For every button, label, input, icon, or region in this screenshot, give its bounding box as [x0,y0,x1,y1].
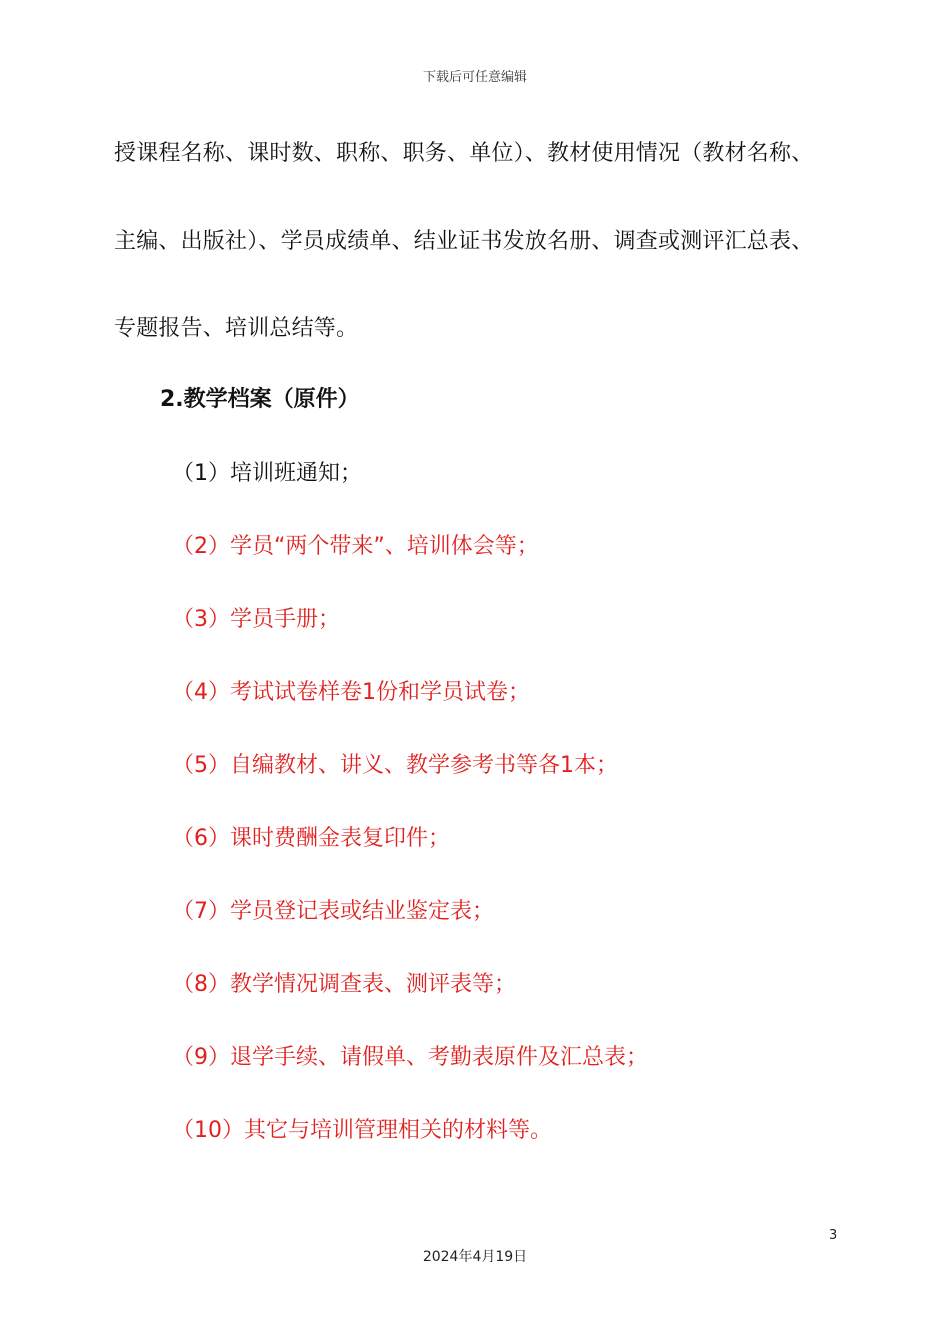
list-item-9: （9）退学手续、请假单、考勤表原件及汇总表； [172,1045,648,1070]
list-item-4: （4）考试试卷样卷1份和学员试卷； [172,680,530,705]
list-item-1: （1）培训班通知； [172,461,362,486]
list-item-10: （10）其它与培训管理相关的材料等。 [172,1118,552,1143]
list-item-2: （2）学员“两个带来”、培训体会等； [172,534,539,559]
list-item-7: （7）学员登记表或结业鉴定表； [172,899,494,924]
paragraph-line-1: 授课程名称、课时数、职称、职务、单位）、教材使用情况（教材名称、 [114,141,814,166]
paragraph-line-3: 专题报告、培训总结等。 [114,316,359,341]
page-number: 3 [829,1228,838,1243]
footer-date: 2024年4月19日 [422,1249,528,1265]
list-item-6: （6）课时费酬金表复印件； [172,826,450,851]
paragraph-line-2: 主编、出版社）、学员成绩单、结业证书发放名册、调查或测评汇总表、 [114,229,814,254]
page-header-note: 下载后可任意编辑 [422,70,527,85]
list-item-8: （8）教学情况调查表、测评表等； [172,972,516,997]
list-item-5: （5）自编教材、讲义、教学参考书等各1本； [172,753,618,778]
list-item-3: （3）学员手册； [172,607,340,632]
section-heading: 2.教学档案（原件） [160,387,360,412]
